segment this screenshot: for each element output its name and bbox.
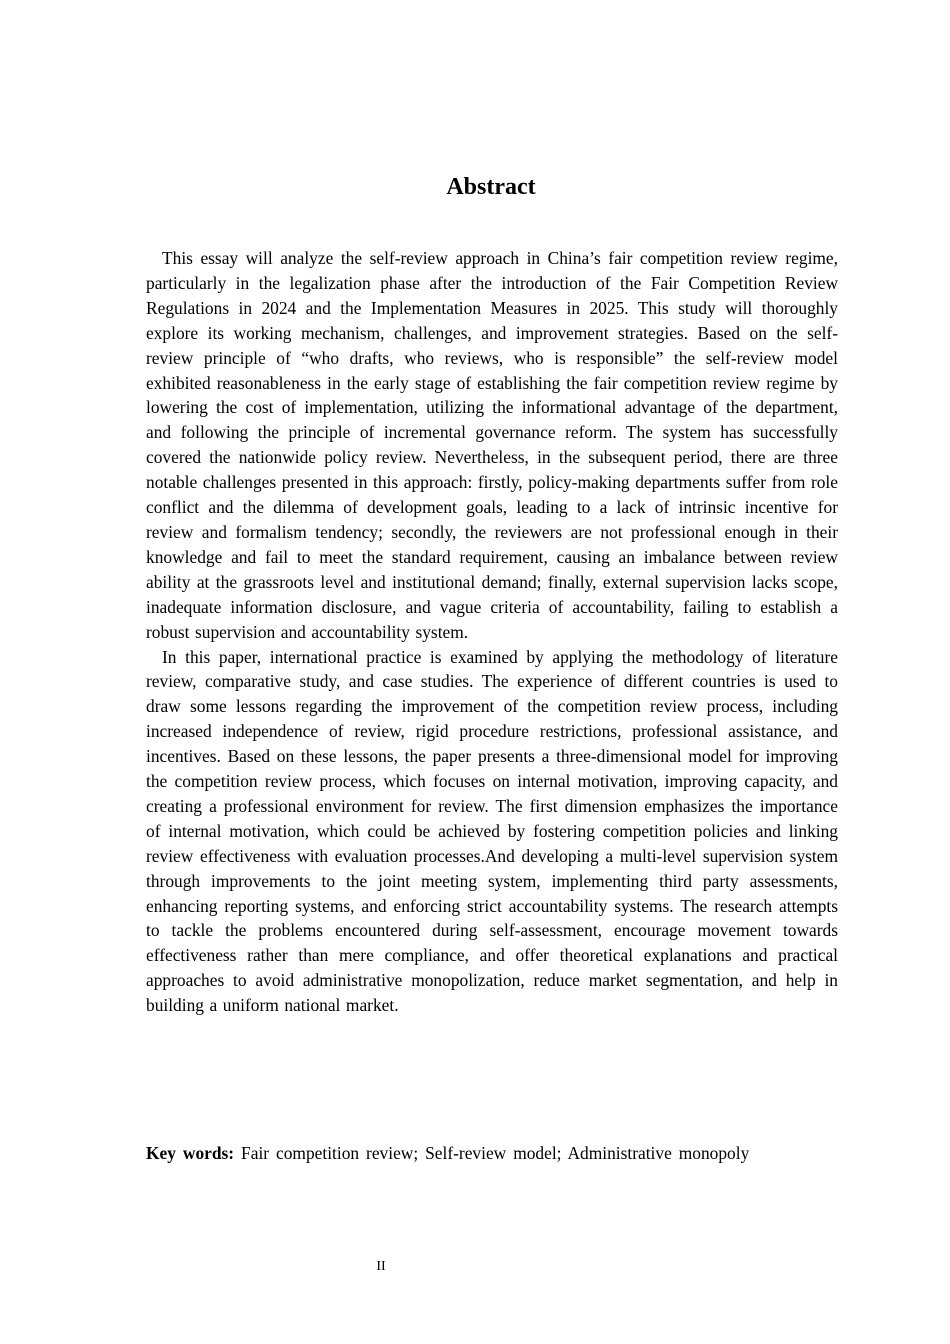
abstract-body xyxy=(146,246,838,1018)
keywords-label: Key words: xyxy=(146,1143,235,1163)
page-number: II xyxy=(376,1259,386,1274)
abstract-paragraph-1: This essay will analyze the self-review approach in China’s fair competition review regime, particularly in the legalization phase after the introduction of the Fair Competition Review Regulations in 2024 and the Implementation Measures in 2025. This study will thoroughly explore its working mechanism, challenges, and improvement strategies. Based on the self-review principle of “who drafts, who reviews, who is responsible” the self-review model exhibited reasonableness in the early stage of establishing the fair competition review regime by lowering the cost of implementation, utilizing the informational advantage of the department, and following the principle of incremental governance reform. The system has successfully covered the nationwide policy review. Nevertheless, in the subsequent period, there are three notable challenges presented in this approach: firstly, policy-making departments suffer from role conflict and the dilemma of development goals, leading to a lack of intrinsic incentive for review and formalism tendency; secondly, the reviewers are not professional enough in their knowledge and fail to meet the standard requirement, causing an imbalance between review ability at the grassroots level and institutional demand; finally, external supervision lacks scope, inadequate information disclosure, and vague criteria of accountability, failing to establish a robust supervision and accountability system. xyxy=(146,248,838,642)
keywords-line xyxy=(146,1141,846,1166)
abstract-paragraph-2: In this paper, international practice is examined by applying the methodology of literature review, comparative study, and case studies. The experience of different countries is used to draw some lessons regarding the improvement of the competition review process, including increased independence of review, rigid procedure restrictions, professional assistance, and incentives. Based on these lessons, the paper presents a three-dimensional model for improving the competition review process, which focuses on internal motivation, improving capacity, and creating a professional environment for review. The first dimension emphasizes the importance of internal motivation, which could be achieved by fostering competition policies and linking review effectiveness with evaluation processes.And developing a multi-level supervision system through improvements to the joint meeting system, implementing third party assessments, enhancing reporting systems, and enforcing strict accountability systems. The research attempts to tackle the problems encountered during self-assessment, encourage movement towards effectiveness rather than mere compliance, and offer theoretical explanations and practical approaches to avoid administrative monopolization, reduce market segmentation, and help in building a uniform national market. xyxy=(146,646,838,1016)
keywords-text: Fair competition review; Self-review model; Administrative monopoly xyxy=(241,1143,750,1163)
abstract-title: Abstract xyxy=(446,174,536,200)
